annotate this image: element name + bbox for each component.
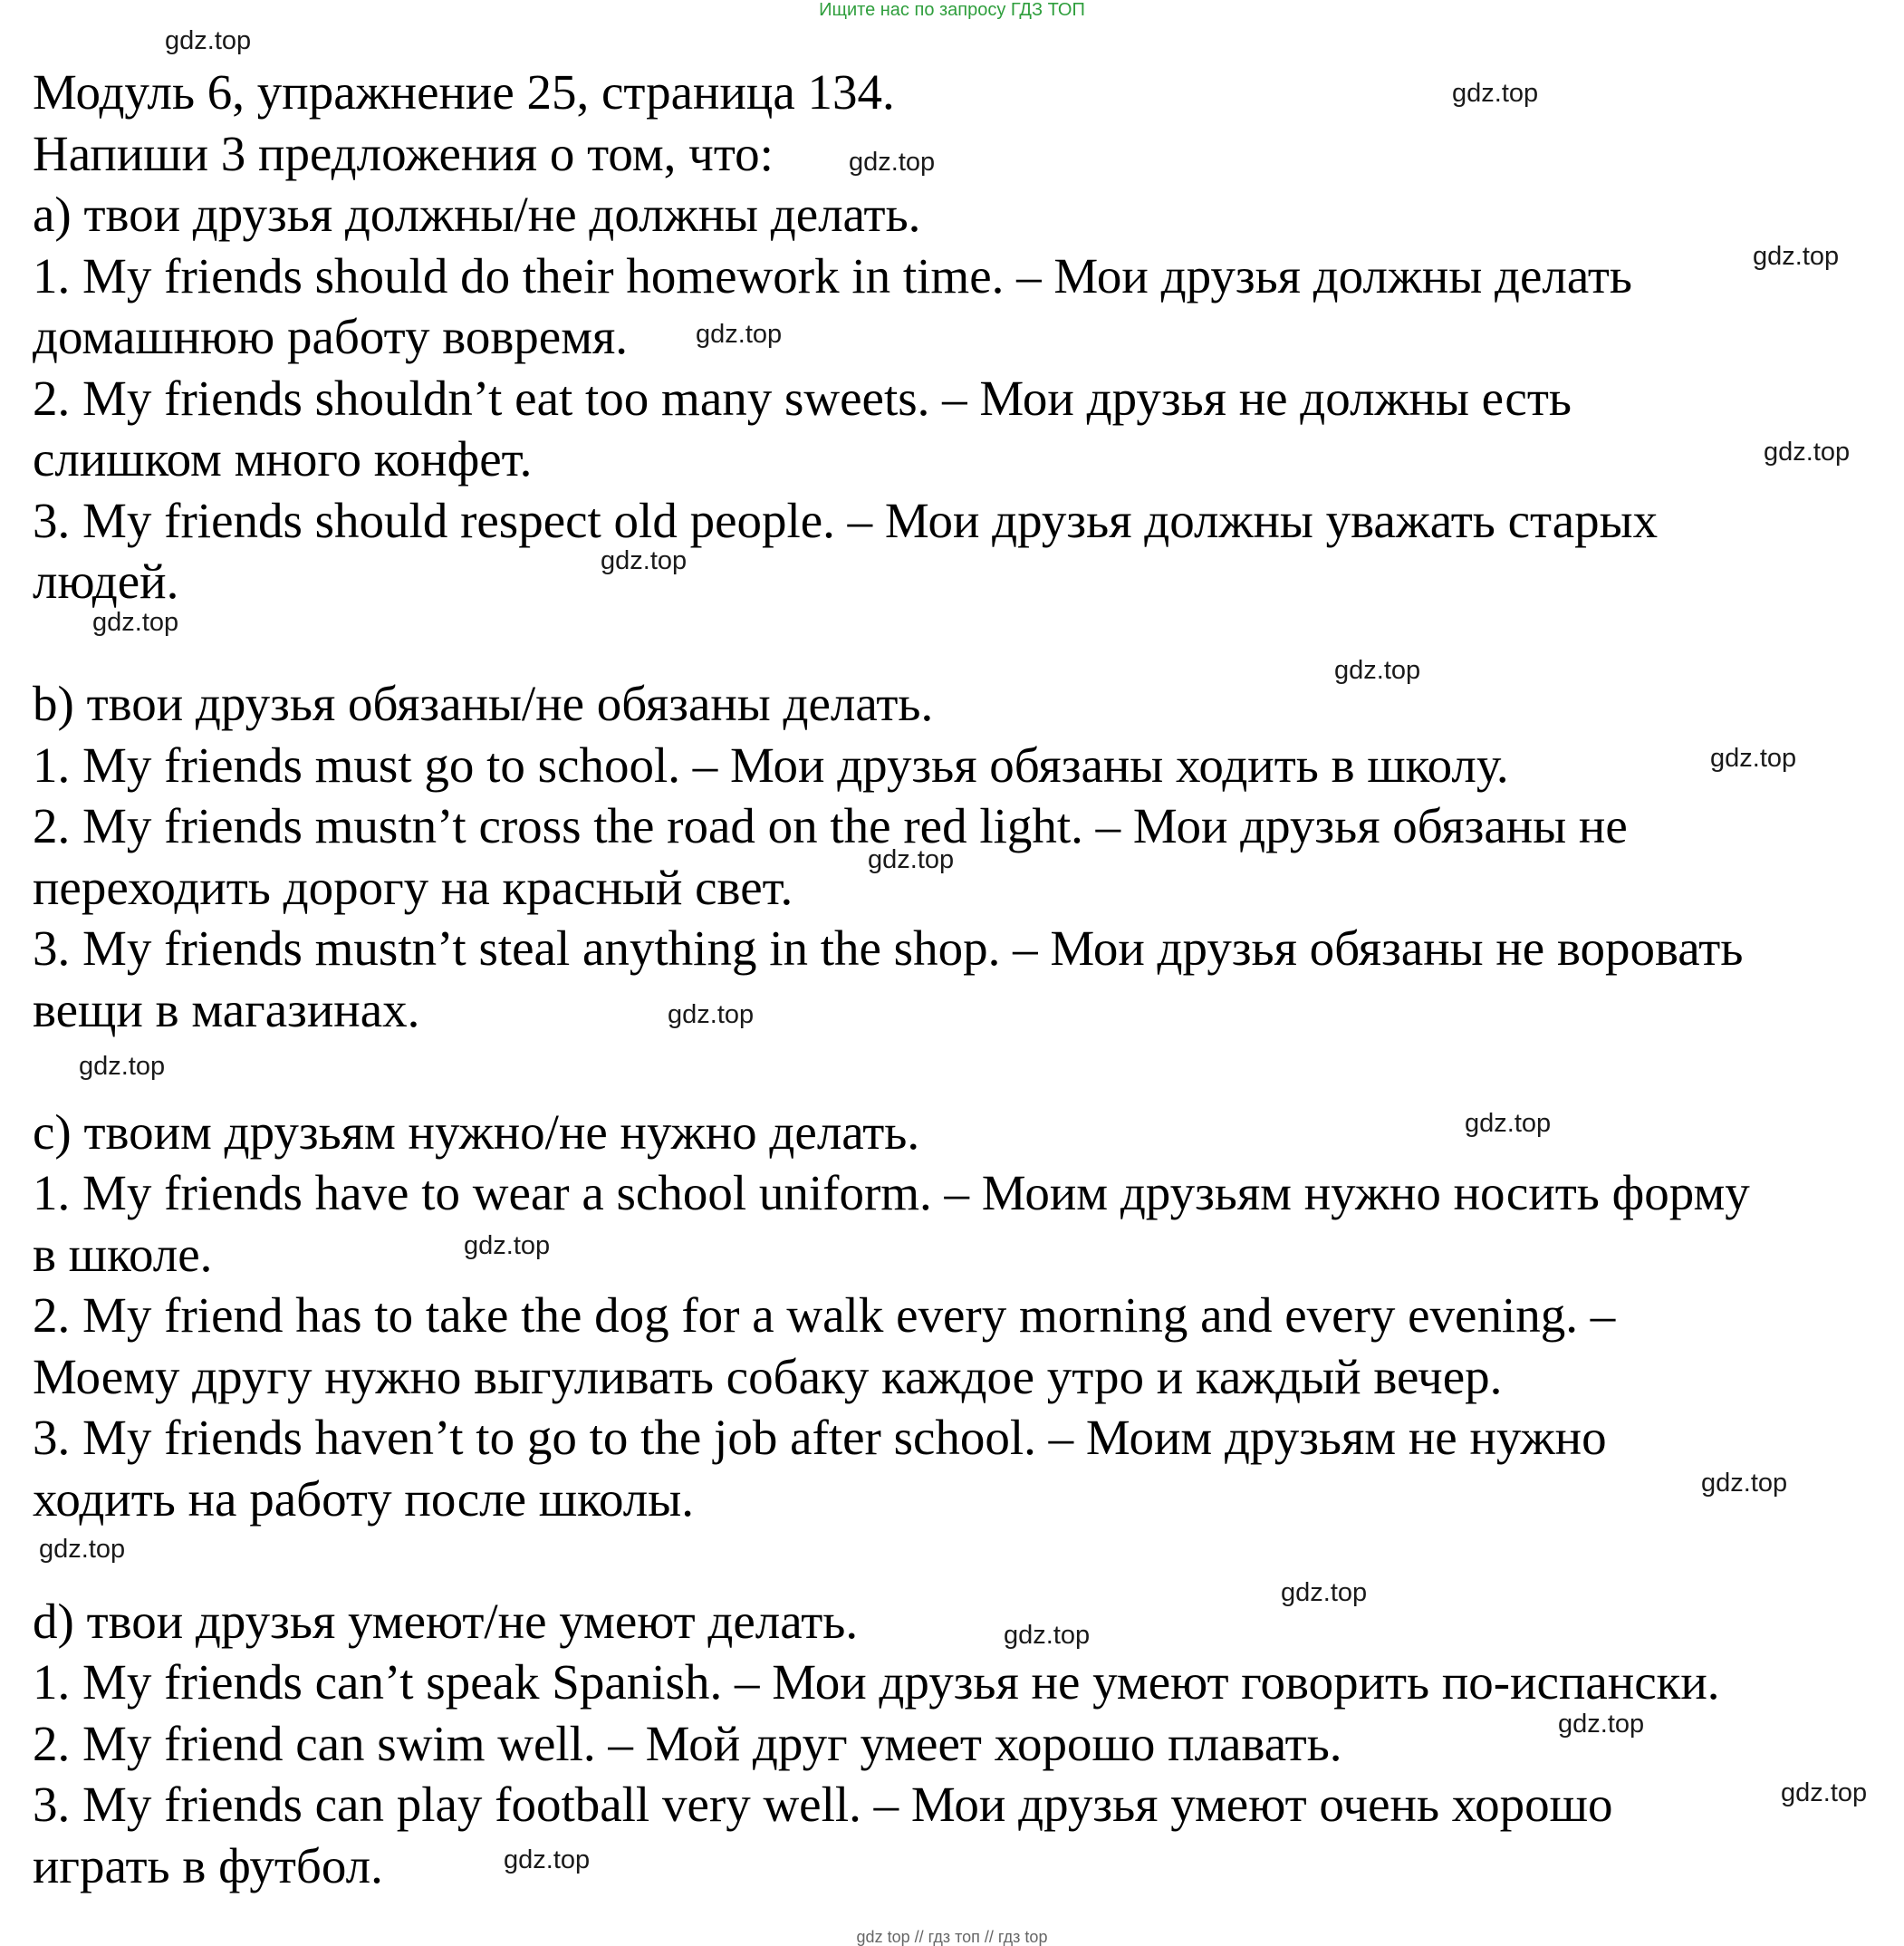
answer-line: 3. My friends mustn’t steal anything in the shop. – Мои друзья обязаны не воровать bbox=[33, 920, 1744, 976]
watermark: gdz.top bbox=[1452, 79, 1539, 108]
watermark: gdz.top bbox=[601, 546, 688, 575]
page-title: Модуль 6, упражнение 25, страница 134. bbox=[33, 64, 895, 120]
section-b-heading: b) твои друзья обязаны/не обязаны делать. bbox=[33, 676, 934, 731]
watermark: gdz.top bbox=[849, 148, 936, 177]
section-gap bbox=[33, 612, 1880, 674]
exercise-text bbox=[33, 62, 1880, 1896]
answer-line: 1. My friends can’t speak Spanish. – Мои друзья не умеют говорить по-испански. bbox=[33, 1654, 1720, 1710]
footer: gdz top // гдз топ // гдз top bbox=[856, 1928, 1048, 1946]
watermark: gdz.top bbox=[1764, 438, 1851, 467]
watermark: gdz.top bbox=[165, 26, 252, 55]
watermark: gdz.top bbox=[696, 320, 783, 349]
watermark: gdz.top bbox=[79, 1052, 166, 1081]
answer-line: в школе. bbox=[33, 1226, 213, 1282]
watermark: gdz.top bbox=[868, 845, 955, 874]
watermark: gdz.top bbox=[39, 1535, 126, 1564]
answer-line: 2. My friend can swim well. – Мой друг умеет хорошо плавать. bbox=[33, 1715, 1342, 1771]
answer-line: 1. My friends must go to school. – Мои друзья обязаны ходить в школу. bbox=[33, 737, 1509, 793]
section-c-heading: c) твоим друзьям нужно/не нужно делать. bbox=[33, 1103, 920, 1160]
watermark: gdz.top bbox=[1701, 1469, 1788, 1498]
answer-line: вещи в магазинах. bbox=[33, 981, 420, 1037]
answer-line: 2. My friends shouldn’t eat too many sweets. – Мои друзья не должны есть bbox=[33, 370, 1572, 426]
watermark: gdz.top bbox=[1558, 1710, 1645, 1739]
answer-line: ходить на работу после школы. bbox=[33, 1470, 694, 1527]
watermark: gdz.top bbox=[92, 608, 179, 637]
answer-line: домашнюю работу вовремя. bbox=[33, 309, 629, 364]
answer-line: 2. My friend has to take the dog for a walk every morning and every evening. – bbox=[33, 1287, 1616, 1343]
answer-line: 1. My friends should do their homework in time. – Мои друзья должны делать bbox=[33, 247, 1632, 303]
answer-line: 2. My friends mustn’t cross the road on the red light. – Мои друзья обязаны не bbox=[33, 798, 1628, 853]
section-d-heading: d) твои друзья умеют/не умеют делать. bbox=[33, 1593, 859, 1649]
answer-line: 3. My friends can play football very well. – Мои друзья умеют очень хорошо bbox=[33, 1777, 1613, 1832]
watermark: gdz.top bbox=[1465, 1109, 1552, 1138]
answer-line: играть в футбол. bbox=[33, 1837, 383, 1893]
watermark: gdz.top bbox=[1281, 1578, 1368, 1607]
top-banner: Ищите нас по запросу ГДЗ ТОП bbox=[819, 0, 1085, 20]
answer-line: 3. My friends haven’t to go to the job after school. – Моим друзьям не нужно bbox=[33, 1410, 1607, 1465]
answer-line: слишком много конфет. bbox=[33, 431, 533, 486]
watermark: gdz.top bbox=[464, 1231, 551, 1260]
task-prompt: Напиши 3 предложения о том, что: bbox=[33, 125, 774, 181]
answer-line: 1. My friends have to wear a school uniform. – Моим друзьям нужно носить форму bbox=[33, 1165, 1750, 1220]
answer-line: Моему другу нужно выгуливать собаку каждое утро и каждый вечер. bbox=[33, 1348, 1503, 1404]
section-gap bbox=[33, 1529, 1880, 1591]
answer-line: переходить дорогу на красный свет. bbox=[33, 859, 793, 915]
watermark: gdz.top bbox=[1753, 242, 1840, 271]
watermark: gdz.top bbox=[1004, 1621, 1091, 1650]
answer-line: 3. My friends should respect old people. – Мои друзья должны уважать старых bbox=[33, 492, 1659, 548]
section-gap bbox=[33, 1040, 1880, 1102]
watermark: gdz.top bbox=[504, 1845, 591, 1874]
answer-line: людей. bbox=[33, 554, 179, 609]
watermark: gdz.top bbox=[668, 1000, 755, 1029]
watermark: gdz.top bbox=[1710, 744, 1797, 773]
watermark: gdz.top bbox=[1781, 1778, 1868, 1807]
section-a-heading: a) твои друзья должны/не должны делать. bbox=[33, 187, 921, 242]
watermark: gdz.top bbox=[1334, 656, 1421, 685]
